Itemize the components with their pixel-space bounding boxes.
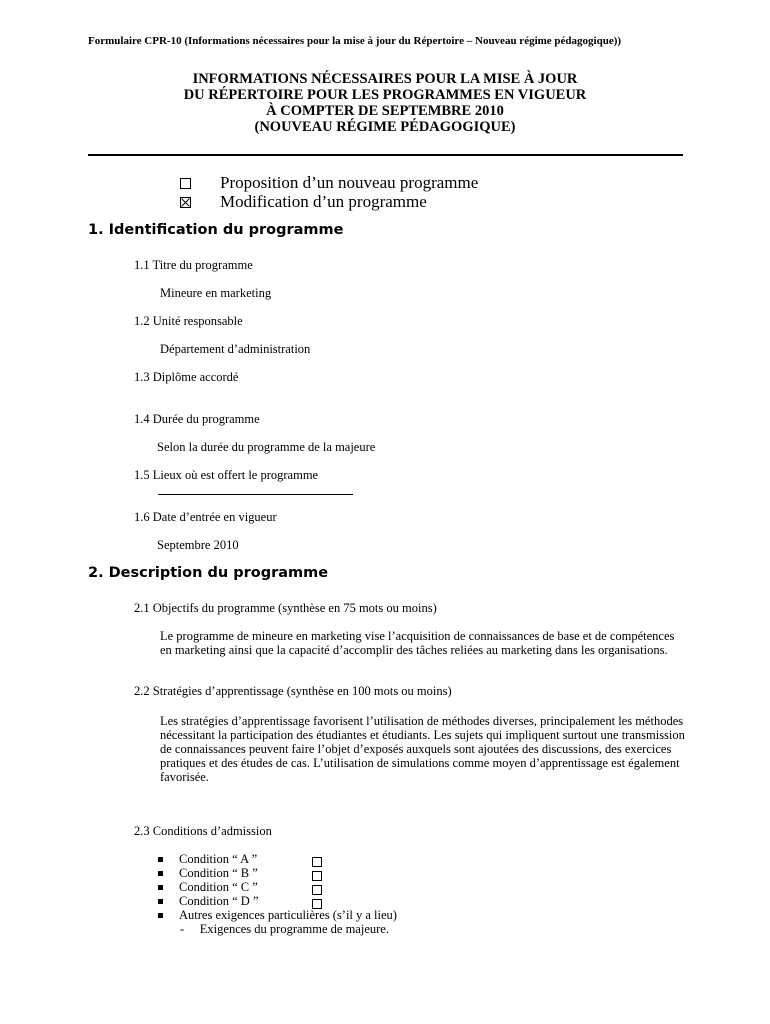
option-new-program[interactable] [180,173,478,193]
condition-c [158,880,258,895]
item-1-3-label: 1.3 Diplôme accordé [134,370,239,384]
condition-b-label: Condition “ B ” [179,866,258,880]
item-1-4-label: 1.4 Durée du programme [134,412,260,426]
section-1-heading: 1. Identification du programme [88,222,344,238]
checkbox-modify-program[interactable] [180,197,191,208]
item-2-3-label: 2.3 Conditions d’admission [134,824,272,838]
item-2-1-text: Le programme de mineure en marketing vise l’acquisition de connaissances de base et de compétences en marketing ainsi que la capacité d’accomplir des tâches reliées au marketing dans les organisations. [160,629,675,657]
item-1-4-value: Selon la durée du programme de la majeure [157,440,376,454]
condition-b-checkbox[interactable] [312,871,322,881]
condition-c-label: Condition “ C ” [179,880,258,894]
title-divider [88,154,683,156]
form-header: Formulaire CPR-10 (Informations nécessaires pour la mise à jour du Répertoire – Nouveau régime pédagogique)) [88,35,622,47]
page-title [60,71,710,135]
bullet-icon [158,913,163,918]
option-modify-program-label: Modification d’un programme [220,192,427,211]
option-new-program-label: Proposition d’un nouveau programme [220,173,479,192]
condition-d [158,894,259,909]
title-line-1: INFORMATIONS NÉCESSAIRES POUR LA MISE À JOUR [192,71,578,87]
condition-a-checkbox[interactable] [312,857,322,867]
condition-d-label: Condition “ D ” [179,894,259,908]
condition-other [158,908,397,923]
item-1-5-label: 1.5 Lieux où est offert le programme [134,468,319,482]
bullet-icon [158,885,163,890]
item-1-5-blank-line [158,494,353,495]
item-2-2-text: Les stratégies d’apprentissage favorisent l’utilisation de méthodes diverses, principalement les méthodes nécessitant la participation des étudiantes et étudiants. Les sujets qui impliquent surtout une transmission de connaissances peuvent faire l’objet d’exposés auxquels sont ajoutées des discussions, des exercices pratiques et des études de cas. L’utilisation de simulations comme moyen d’apprentissage est également favorisée. [160,714,685,784]
item-2-2-label: 2.2 Stratégies d’apprentissage (synthèse en 100 mots ou moins) [134,684,452,698]
condition-other-label: Autres exigences particulières (s’il y a lieu) [179,908,397,922]
condition-b [158,866,258,881]
title-line-2: DU RÉPERTOIRE POUR LES PROGRAMMES EN VIGUEUR [183,87,587,103]
title-line-4: (NOUVEAU RÉGIME PÉDAGOGIQUE) [254,119,516,135]
item-1-2-value: Département d’administration [160,342,311,356]
item-2-1-label: 2.1 Objectifs du programme (synthèse en 75 mots ou moins) [134,601,437,615]
item-1-1-value: Mineure en marketing [160,286,272,300]
bullet-icon [158,871,163,876]
item-1-2-label: 1.2 Unité responsable [134,314,243,328]
condition-c-checkbox[interactable] [312,885,322,895]
bullet-icon [158,899,163,904]
condition-other-sub: - Exigences du programme de majeure. [180,922,389,936]
bullet-icon [158,857,163,862]
option-modify-program[interactable] [180,192,427,212]
checkbox-new-program[interactable] [180,178,191,189]
title-line-3: À COMPTER DE SEPTEMBRE 2010 [266,103,504,119]
section-2-heading: 2. Description du programme [88,565,329,581]
item-1-1-label: 1.1 Titre du programme [134,258,253,272]
condition-a [158,852,257,867]
condition-a-label: Condition “ A ” [179,852,258,866]
item-1-6-label: 1.6 Date d’entrée en vigueur [134,510,277,524]
item-1-6-value: Septembre 2010 [157,538,239,552]
